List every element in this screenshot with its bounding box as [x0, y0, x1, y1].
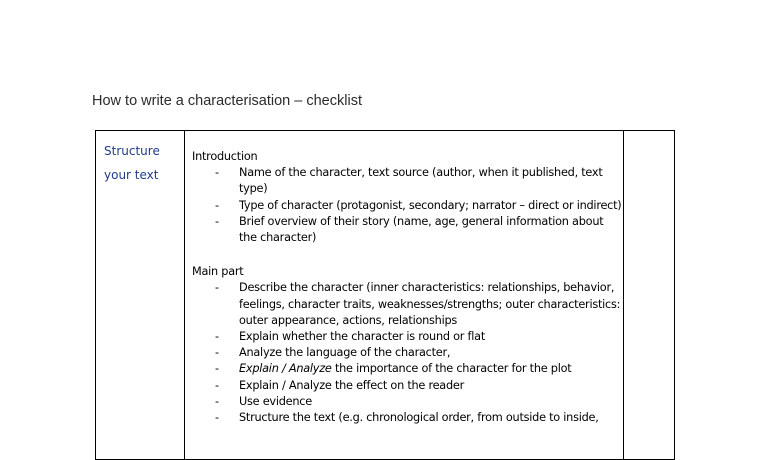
list-item: [192, 361, 622, 377]
introduction-list: [192, 165, 622, 246]
structure-label: Structure: [104, 144, 160, 158]
column-divider: [623, 131, 624, 459]
dash-bullet: -: [215, 281, 219, 295]
list-item: [192, 410, 622, 426]
column-divider: [184, 131, 185, 459]
dash-bullet: -: [215, 362, 219, 376]
dash-bullet: -: [215, 378, 219, 392]
list-item-text: Describe the character (inner characteristics: relationships, behavior, feelings, character traits, weaknesses/strengths; outer characteristics: outer appearance, actions, relationships: [239, 281, 621, 327]
section-heading-main-part: Main part: [192, 265, 244, 279]
list-item-text: the importance of the character for the plot: [331, 362, 572, 376]
list-item-text: Name of the character, text source (author, when it published, text type): [239, 166, 603, 196]
list-item: [192, 198, 622, 214]
dash-bullet: -: [215, 198, 219, 212]
dash-bullet: -: [215, 394, 219, 408]
your-text-label: your text: [104, 168, 159, 182]
list-item: [192, 378, 622, 394]
list-item-text: Type of character (protagonist, secondary; narrator – direct or indirect): [239, 198, 622, 212]
list-item-text: Brief overview of their story (name, age, general information about the character): [239, 214, 604, 245]
dash-bullet: -: [215, 330, 219, 344]
dash-bullet: -: [215, 411, 219, 425]
list-item: [192, 329, 622, 345]
list-item: [192, 165, 622, 197]
list-item: [192, 280, 622, 329]
main-part-list: [192, 280, 622, 426]
list-item-text: Structure the text (e.g. chronological order, from outside to inside,: [239, 411, 599, 425]
checklist-content: [192, 149, 622, 426]
list-item-text: Explain / Analyze the effect on the reader: [239, 378, 464, 392]
document-title: How to write a characterisation – checklist: [92, 93, 362, 109]
list-item: [192, 394, 622, 410]
list-item: [192, 345, 622, 361]
dash-bullet: -: [215, 214, 219, 228]
checklist-table: [95, 130, 675, 460]
list-item-text: Use evidence: [239, 394, 312, 408]
list-item-emphasis: Explain / Analyze: [239, 362, 332, 376]
section-heading-introduction: Introduction: [192, 150, 258, 163]
list-item: [192, 214, 622, 246]
dash-bullet: -: [215, 346, 219, 360]
list-item-text: Analyze the language of the character,: [239, 346, 451, 360]
list-item-text: Explain whether the character is round or flat: [239, 330, 486, 344]
dash-bullet: -: [215, 166, 219, 180]
